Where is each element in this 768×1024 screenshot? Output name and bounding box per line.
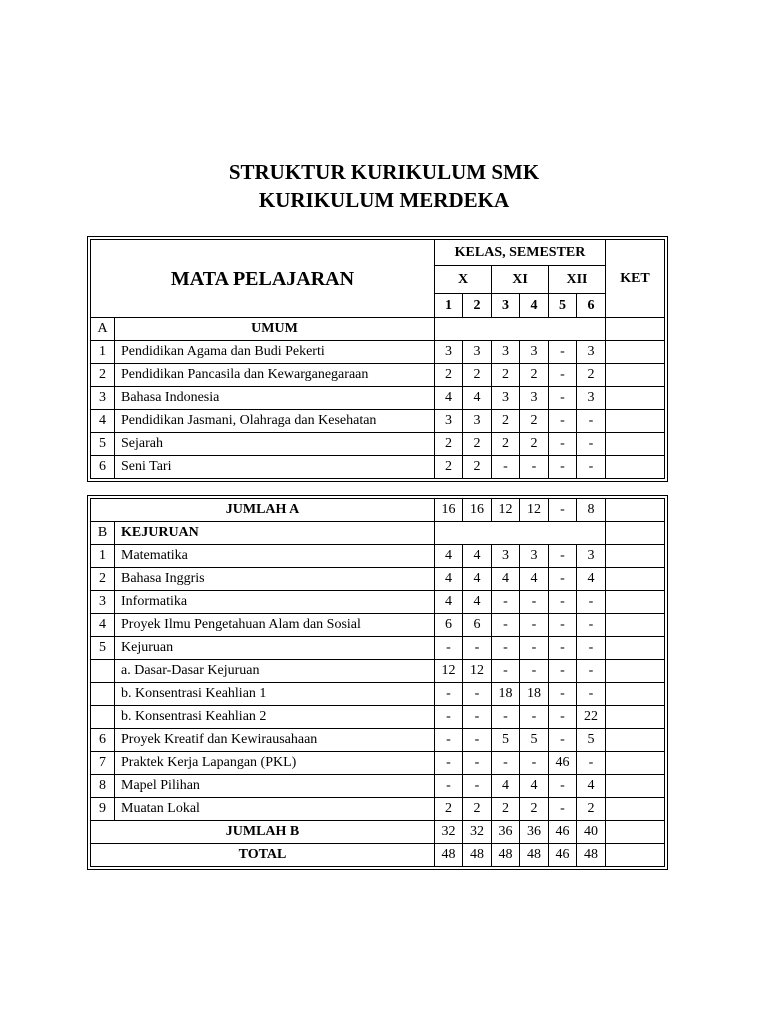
row-number [91, 683, 115, 706]
header-semester: 3 [492, 294, 520, 318]
ket-cell [606, 433, 665, 456]
ket-cell [606, 410, 665, 433]
subject-name: b. Konsentrasi Keahlian 1 [115, 683, 435, 706]
header-kelas-semester: KELAS, SEMESTER [435, 240, 606, 266]
ket-cell [606, 499, 665, 522]
value-cell: - [463, 775, 492, 798]
value-cell: - [549, 410, 577, 433]
value-cell: 4 [520, 775, 549, 798]
value-cell: 4 [463, 387, 492, 410]
value-cell: - [577, 637, 606, 660]
section-title: UMUM [115, 318, 435, 341]
header-mata-pelajaran: MATA PELAJARAN [91, 240, 435, 318]
value-cell: 3 [577, 545, 606, 568]
value-cell: - [520, 456, 549, 479]
subject-name: Muatan Lokal [115, 798, 435, 821]
table-row [91, 729, 665, 752]
ket-cell [606, 660, 665, 683]
subject-name: Proyek Kreatif dan Kewirausahaan [115, 729, 435, 752]
table-row [91, 433, 665, 456]
subject-name: Pendidikan Jasmani, Olahraga dan Kesehatan [115, 410, 435, 433]
value-cell: 4 [463, 591, 492, 614]
value-cell: - [435, 729, 463, 752]
subject-name: Pendidikan Agama dan Budi Pekerti [115, 341, 435, 364]
value-cell: 4 [577, 568, 606, 591]
row-number: 6 [91, 729, 115, 752]
value-cell: 40 [577, 821, 606, 844]
value-cell: - [549, 341, 577, 364]
value-cell: 4 [463, 545, 492, 568]
value-cell: 3 [577, 387, 606, 410]
value-cell: - [549, 706, 577, 729]
value-cell: 48 [492, 844, 520, 867]
section-b-rows [91, 545, 665, 821]
ket-cell [606, 706, 665, 729]
value-cell: 2 [577, 364, 606, 387]
value-cell: 4 [520, 568, 549, 591]
subject-name: Proyek Ilmu Pengetahuan Alam dan Sosial [115, 614, 435, 637]
row-number [91, 660, 115, 683]
ket-cell [606, 522, 665, 545]
subject-name: Matematika [115, 545, 435, 568]
value-cell: 4 [435, 568, 463, 591]
value-cell: - [549, 798, 577, 821]
table-row [91, 591, 665, 614]
value-cell: 4 [435, 591, 463, 614]
total-row [91, 844, 665, 867]
row-number: 8 [91, 775, 115, 798]
subject-name: Praktek Kerja Lapangan (PKL) [115, 752, 435, 775]
ket-cell [606, 821, 665, 844]
value-cell: - [577, 614, 606, 637]
value-cell: - [549, 660, 577, 683]
ket-cell [606, 387, 665, 410]
header-kelas-xii: XII [549, 266, 606, 294]
value-cell: - [549, 729, 577, 752]
value-cell: 2 [520, 798, 549, 821]
table-row [91, 387, 665, 410]
row-number: 2 [91, 364, 115, 387]
ket-cell [606, 844, 665, 867]
value-cell: - [549, 637, 577, 660]
jumlah-b-label: JUMLAH B [91, 821, 435, 844]
table-row [91, 637, 665, 660]
subject-name: Seni Tari [115, 456, 435, 479]
value-cell: - [435, 637, 463, 660]
section-a-rows [91, 341, 665, 479]
value-cell: 46 [549, 752, 577, 775]
value-cell: 3 [520, 341, 549, 364]
value-cell: - [577, 433, 606, 456]
subject-name: Mapel Pilihan [115, 775, 435, 798]
row-number: 4 [91, 410, 115, 433]
value-cell: - [549, 775, 577, 798]
row-number: 7 [91, 752, 115, 775]
value-cell: 22 [577, 706, 606, 729]
row-number: 1 [91, 545, 115, 568]
table-row [91, 660, 665, 683]
header-semester: 5 [549, 294, 577, 318]
subject-name: Kejuruan [115, 637, 435, 660]
value-cell: - [463, 683, 492, 706]
subject-name: a. Dasar-Dasar Kejuruan [115, 660, 435, 683]
subject-name: Bahasa Inggris [115, 568, 435, 591]
value-cell: 2 [492, 364, 520, 387]
value-cell: 4 [435, 545, 463, 568]
row-number: 2 [91, 568, 115, 591]
ket-cell [606, 683, 665, 706]
ket-cell [606, 364, 665, 387]
value-cell: 3 [492, 341, 520, 364]
value-cell: 3 [577, 341, 606, 364]
table-row [91, 683, 665, 706]
value-cell: 2 [520, 433, 549, 456]
ket-cell [606, 456, 665, 479]
jumlah-a-row [91, 499, 665, 522]
value-cell: - [492, 614, 520, 637]
value-cell: 3 [463, 410, 492, 433]
value-cell: - [577, 752, 606, 775]
ket-cell [606, 545, 665, 568]
header-semester: 1 [435, 294, 463, 318]
value-cell: 4 [577, 775, 606, 798]
value-cell: 12 [492, 499, 520, 522]
subject-name: b. Konsentrasi Keahlian 2 [115, 706, 435, 729]
value-cell: - [549, 387, 577, 410]
value-cell: - [577, 683, 606, 706]
value-cell: 2 [463, 798, 492, 821]
value-cell: - [549, 499, 577, 522]
row-number: 5 [91, 637, 115, 660]
value-cell: 3 [492, 387, 520, 410]
row-number: 6 [91, 456, 115, 479]
value-cell: - [492, 456, 520, 479]
value-cell: - [549, 591, 577, 614]
table-row [91, 410, 665, 433]
value-cell: - [492, 660, 520, 683]
value-cell: - [549, 545, 577, 568]
value-cell: 4 [435, 387, 463, 410]
value-cell: - [577, 660, 606, 683]
table-row [91, 614, 665, 637]
value-cell: 6 [435, 614, 463, 637]
value-cell: - [549, 364, 577, 387]
value-cell: - [463, 637, 492, 660]
value-cell: 2 [463, 456, 492, 479]
value-cell: 18 [520, 683, 549, 706]
jumlah-a-label: JUMLAH A [91, 499, 435, 522]
value-cell: - [577, 456, 606, 479]
value-cell: 3 [463, 341, 492, 364]
value-cell: 3 [492, 545, 520, 568]
row-number [91, 706, 115, 729]
value-cell: 46 [549, 821, 577, 844]
value-cell: - [549, 614, 577, 637]
value-cell: - [577, 591, 606, 614]
table-row [91, 545, 665, 568]
value-cell: 2 [492, 433, 520, 456]
row-number: 3 [91, 387, 115, 410]
section-title: KEJURUAN [115, 522, 435, 545]
header-kelas-x: X [435, 266, 492, 294]
value-cell: 16 [463, 499, 492, 522]
table-row [91, 775, 665, 798]
value-cell: 2 [435, 433, 463, 456]
value-cell: 48 [520, 844, 549, 867]
subject-name: Informatika [115, 591, 435, 614]
value-cell: 2 [435, 798, 463, 821]
curriculum-table-kejuruan [90, 498, 665, 867]
table-row [91, 364, 665, 387]
value-cell: 2 [577, 798, 606, 821]
ket-cell [606, 614, 665, 637]
value-cell: - [463, 729, 492, 752]
value-cell: 48 [463, 844, 492, 867]
header-semester: 6 [577, 294, 606, 318]
value-cell: 48 [577, 844, 606, 867]
row-number: 4 [91, 614, 115, 637]
value-cell: 18 [492, 683, 520, 706]
ket-cell [606, 568, 665, 591]
value-cell: - [577, 410, 606, 433]
value-cell: 3 [520, 387, 549, 410]
value-cell: - [435, 683, 463, 706]
value-cell: 3 [435, 341, 463, 364]
ket-cell [606, 729, 665, 752]
subject-name: Pendidikan Pancasila dan Kewarganegaraan [115, 364, 435, 387]
value-cell: 4 [492, 568, 520, 591]
header-semester: 2 [463, 294, 492, 318]
value-cell: - [492, 591, 520, 614]
value-cell: 32 [435, 821, 463, 844]
table-row [91, 798, 665, 821]
ket-cell [606, 752, 665, 775]
value-cell: - [520, 706, 549, 729]
ket-cell [606, 637, 665, 660]
value-cell: - [463, 706, 492, 729]
table-row [91, 706, 665, 729]
row-number: 9 [91, 798, 115, 821]
document-subtitle: KURIKULUM MERDEKA [258, 188, 510, 212]
value-cell: 46 [549, 844, 577, 867]
section-letter: A [91, 318, 115, 341]
subject-name: Sejarah [115, 433, 435, 456]
value-cell: - [520, 752, 549, 775]
empty-cell [435, 522, 606, 545]
value-cell: 3 [435, 410, 463, 433]
jumlah-b-row [91, 821, 665, 844]
header-semester: 4 [520, 294, 549, 318]
empty-cell [435, 318, 606, 341]
value-cell: 5 [577, 729, 606, 752]
value-cell: - [549, 568, 577, 591]
value-cell: - [463, 752, 492, 775]
curriculum-table-umum [90, 239, 665, 479]
value-cell: 5 [492, 729, 520, 752]
value-cell: - [492, 706, 520, 729]
ket-cell [606, 341, 665, 364]
value-cell: 2 [463, 433, 492, 456]
header-ket: KET [606, 240, 665, 318]
section-letter: B [91, 522, 115, 545]
row-number: 3 [91, 591, 115, 614]
value-cell: 32 [463, 821, 492, 844]
value-cell: 6 [463, 614, 492, 637]
value-cell: - [520, 660, 549, 683]
value-cell: - [549, 433, 577, 456]
value-cell: 2 [435, 364, 463, 387]
table-row [91, 341, 665, 364]
row-number: 5 [91, 433, 115, 456]
value-cell: 2 [520, 364, 549, 387]
value-cell: 5 [520, 729, 549, 752]
value-cell: 16 [435, 499, 463, 522]
row-number: 1 [91, 341, 115, 364]
value-cell: 4 [492, 775, 520, 798]
value-cell: 8 [577, 499, 606, 522]
table-row [91, 568, 665, 591]
value-cell: 12 [520, 499, 549, 522]
value-cell: 2 [520, 410, 549, 433]
value-cell: 2 [463, 364, 492, 387]
value-cell: - [435, 752, 463, 775]
header-kelas-xi: XI [492, 266, 549, 294]
ket-cell [606, 318, 665, 341]
table-row [91, 752, 665, 775]
ket-cell [606, 798, 665, 821]
value-cell: - [520, 614, 549, 637]
value-cell: - [520, 637, 549, 660]
value-cell: - [435, 706, 463, 729]
value-cell: 36 [520, 821, 549, 844]
document-title: STRUKTUR KURIKULUM SMK [228, 160, 540, 184]
ket-cell [606, 775, 665, 798]
total-label: TOTAL [91, 844, 435, 867]
ket-cell [606, 591, 665, 614]
value-cell: - [492, 752, 520, 775]
value-cell: - [549, 456, 577, 479]
value-cell: 2 [435, 456, 463, 479]
table-row [91, 456, 665, 479]
value-cell: 48 [435, 844, 463, 867]
value-cell: 36 [492, 821, 520, 844]
subject-name: Bahasa Indonesia [115, 387, 435, 410]
value-cell: - [549, 683, 577, 706]
value-cell: 12 [435, 660, 463, 683]
value-cell: 2 [492, 410, 520, 433]
value-cell: - [435, 775, 463, 798]
value-cell: 4 [463, 568, 492, 591]
value-cell: - [492, 637, 520, 660]
value-cell: 12 [463, 660, 492, 683]
value-cell: - [520, 591, 549, 614]
value-cell: 3 [520, 545, 549, 568]
value-cell: 2 [492, 798, 520, 821]
